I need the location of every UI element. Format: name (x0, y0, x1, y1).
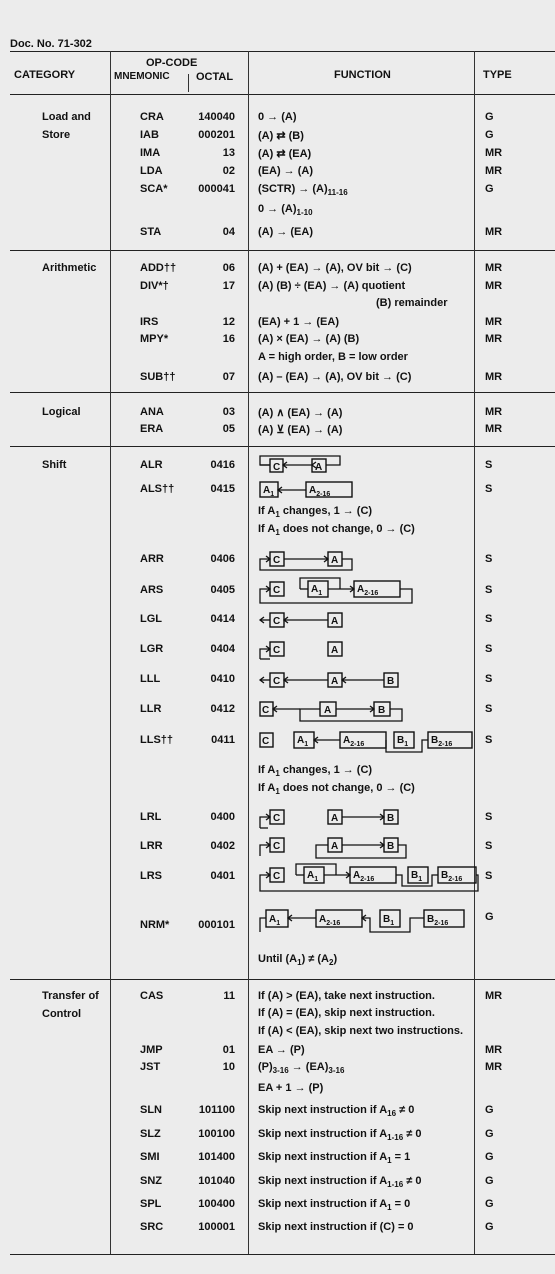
register-a2-16-label: $A_{2-16}$ (309, 485, 331, 498)
register-a2-16-label: $A_{2-16}$ (353, 870, 375, 883)
function-lda: (EA) → (A) (258, 165, 313, 177)
type-irs: MR (485, 316, 503, 328)
type-lgr: S (485, 643, 493, 655)
octal-alr: 0416 (210, 459, 235, 471)
diagram-als (256, 480, 376, 502)
register-c-label: C (273, 645, 281, 656)
mnemonic-jmp: JMP (140, 1044, 163, 1056)
header-type: TYPE (483, 69, 512, 81)
register-c-label: C (262, 736, 270, 747)
register-c-label: C (273, 676, 281, 687)
octal-llr: 0412 (210, 703, 235, 715)
mnemonic-arr: ARR (140, 553, 164, 565)
octal-lgl: 0414 (210, 613, 235, 625)
mnemonic-cra: CRA (140, 111, 164, 123)
column-divider-2 (248, 51, 249, 1254)
type-lll: S (485, 673, 493, 685)
register-a-label: A (315, 462, 323, 473)
octal-lls: 0411 (211, 734, 235, 746)
function-cas-line3: If (A) < (EA), skip next two instructions. (258, 1025, 464, 1037)
register-b-label: B (378, 705, 386, 716)
register-a1-label: $A_1$ (311, 584, 323, 597)
octal-arr: 0406 (210, 553, 235, 565)
column-divider-1 (110, 51, 111, 1254)
type-spl: G (485, 1198, 494, 1210)
mnemonic-src: SRC (140, 1221, 164, 1233)
type-ima: MR (485, 147, 503, 159)
mnemonic-llr: LLR (140, 703, 162, 715)
octal-cra: 140040 (198, 111, 235, 123)
function-src: Skip next instruction if (C) = 0 (258, 1221, 414, 1233)
type-sln: G (485, 1104, 494, 1116)
category-load-store-line1: Load and (42, 111, 91, 123)
octal-ana: 03 (222, 406, 235, 418)
function-sub: (A) – (EA) → (A), OV bit → (C) (258, 371, 412, 383)
register-a1-label: $A_1$ (297, 735, 309, 748)
function-mpy-line2: A = high order, B = low order (258, 351, 408, 363)
register-b1-label: $B_1$ (411, 870, 423, 883)
diagram-lrl (256, 806, 416, 832)
register-b-label: B (387, 676, 395, 687)
mnemonic-lrs: LRS (140, 870, 162, 882)
mnemonic-alr: ALR (140, 459, 163, 471)
type-llr: S (485, 703, 493, 715)
category-transfer-line1: Transfer of (42, 990, 99, 1002)
register-b2-16-label: $B_{2-16}$ (441, 870, 463, 883)
octal-add: 06 (222, 262, 235, 274)
type-sca: G (485, 183, 494, 195)
register-b2-16-label: $B_{2-16}$ (427, 914, 449, 927)
octal-lda: 02 (222, 165, 235, 177)
type-mpy: MR (485, 333, 503, 345)
function-slz: Skip next instruction if $A_{1-16} \ne 0$ (258, 1128, 422, 1143)
register-a-label: A (331, 813, 339, 824)
function-cas: If (A) > (EA), take next instruction. (258, 990, 435, 1002)
register-c-label: C (273, 616, 281, 627)
table-bottom-rule (10, 1254, 555, 1255)
type-als: S (485, 483, 493, 495)
diagram-lll (256, 670, 416, 690)
mnemonic-div: DIV*† (140, 280, 169, 292)
header-mnemonic: MNEMONIC (114, 71, 170, 82)
mnemonic-slz: SLZ (140, 1128, 161, 1140)
mnemonic-sta: STA (140, 226, 162, 238)
type-ars: S (485, 584, 493, 596)
lls-note-1: If $A_1$ changes, 1 → (C) (258, 764, 373, 779)
register-a-label: A (324, 705, 332, 716)
mnemonic-sln: SLN (140, 1104, 162, 1116)
type-jmp: MR (485, 1044, 503, 1056)
mnemonic-sub: SUB†† (140, 371, 176, 383)
header-category: CATEGORY (14, 69, 76, 81)
type-iab: G (485, 129, 494, 141)
type-lrs: S (485, 870, 493, 882)
register-c-label: C (273, 555, 281, 566)
mnemonic-smi: SMI (140, 1151, 160, 1163)
type-lgl: S (485, 613, 493, 625)
register-a2-16-label: $A_{2-16}$ (343, 735, 365, 748)
octal-sta: 04 (222, 226, 235, 238)
octal-cas: 11 (223, 990, 235, 1002)
header-function: FUNCTION (334, 69, 391, 81)
octal-lrl: 0400 (210, 811, 235, 823)
mnemonic-ana: ANA (140, 406, 164, 418)
mnemonic-irs: IRS (140, 316, 159, 328)
diagram-arr (256, 548, 376, 572)
mnemonic-ima: IMA (140, 147, 161, 159)
als-note-2: If $A_1$ does not change, 0 → (C) (258, 523, 415, 538)
mnemonic-era: ERA (140, 423, 164, 435)
octal-era: 05 (222, 423, 235, 435)
function-iab: (A) ⇄ (B) (258, 130, 304, 142)
octal-irs: 12 (222, 316, 235, 328)
diagram-lgl (256, 610, 366, 630)
type-cas: MR (485, 990, 503, 1002)
opcode-subdivider (188, 74, 189, 92)
function-cas-line2: If (A) = (EA), skip next instruction. (258, 1007, 435, 1019)
type-smi: G (485, 1151, 494, 1163)
octal-als: 0415 (210, 483, 235, 495)
octal-lll: 0410 (210, 673, 235, 685)
mnemonic-lgr: LGR (140, 643, 164, 655)
type-nrm: G (485, 911, 494, 923)
register-b-label: B (387, 813, 395, 824)
function-sca-line2: $0 \to (A)_{1-10}$ (258, 203, 313, 218)
diagram-lls (256, 730, 476, 756)
function-snz: Skip next instruction if $A_{1-16} \ne 0$ (258, 1175, 422, 1190)
register-a-label: A (331, 676, 339, 687)
register-a1-label: $A_1$ (307, 870, 319, 883)
type-slz: G (485, 1128, 494, 1140)
register-c-label: C (273, 462, 281, 473)
octal-jmp: 01 (222, 1044, 235, 1056)
category-transfer-line2: Control (42, 1008, 82, 1020)
category-load-store-line2: Store (42, 129, 71, 141)
function-add: (A) + (EA) → (A), OV bit → (C) (258, 262, 412, 274)
type-lls: S (485, 734, 493, 746)
octal-slz: 100100 (198, 1128, 235, 1140)
register-a1-label: $A_1$ (269, 914, 281, 927)
diagram-lgr (256, 637, 366, 663)
mnemonic-mpy: MPY* (140, 333, 169, 345)
mnemonic-lgl: LGL (140, 613, 162, 625)
function-cra: 0 → (A) (258, 111, 297, 123)
register-c-label: C (273, 871, 281, 882)
diagram-ars (256, 578, 426, 606)
type-alr: S (485, 459, 493, 471)
register-a-label: A (331, 841, 339, 852)
mnemonic-sca: SCA* (140, 183, 168, 195)
nrm-note: Until $(A_1) \ne (A_2)$ (258, 953, 338, 968)
function-div: (A) (B) ÷ (EA) → (A) quotient (258, 280, 406, 292)
function-mpy: (A) × (EA) → (A) (B) (258, 333, 360, 345)
mnemonic-lrl: LRL (140, 811, 162, 823)
register-a-label: A (331, 645, 339, 656)
register-b1-label: $B_1$ (383, 914, 395, 927)
diagram-alr (256, 457, 366, 477)
octal-spl: 100400 (198, 1198, 235, 1210)
diagram-lrs (256, 864, 481, 894)
octal-mpy: 16 (222, 333, 235, 345)
octal-sln: 101100 (198, 1104, 235, 1116)
register-a2-16-label: $A_{2-16}$ (319, 914, 341, 927)
type-lrr: S (485, 840, 493, 852)
type-snz: G (485, 1175, 494, 1187)
octal-ars: 0405 (210, 584, 235, 596)
register-a2-16-label: $A_{2-16}$ (357, 584, 379, 597)
mnemonic-add: ADD†† (140, 262, 177, 274)
function-irs: (EA) + 1 → (EA) (258, 316, 339, 328)
function-ima: (A) ⇄ (EA) (258, 148, 312, 160)
column-divider-3 (474, 51, 475, 1254)
function-ana: (A) ∧ (EA) → (A) (258, 407, 343, 419)
octal-sub: 07 (222, 371, 235, 383)
function-spl: Skip next instruction if $A_1 = 0$ (258, 1198, 411, 1213)
octal-sca: 000041 (198, 183, 235, 195)
mnemonic-lda: LDA (140, 165, 163, 177)
category-arithmetic: Arithmetic (42, 262, 97, 274)
mnemonic-lll: LLL (140, 673, 161, 685)
header-opcode: OP-CODE (146, 57, 198, 69)
type-sta: MR (485, 226, 503, 238)
mnemonic-nrm: NRM* (140, 919, 170, 931)
header-octal: OCTAL (196, 71, 234, 83)
register-a-label: A (331, 616, 339, 627)
diagram-llr (256, 699, 426, 725)
register-b2-16-label: $B_{2-16}$ (431, 735, 453, 748)
octal-div: 17 (222, 280, 235, 292)
octal-iab: 000201 (198, 129, 235, 141)
octal-lrr: 0402 (210, 840, 235, 852)
function-sca: (SCTR) → $(A)_{11-16}$ (258, 183, 348, 198)
als-note-1: If $A_1$ changes, 1 → (C) (258, 505, 373, 520)
octal-src: 100001 (198, 1221, 235, 1233)
function-jmp: EA → (P) (258, 1044, 305, 1056)
type-ana: MR (485, 406, 503, 418)
lls-note-2: If $A_1$ does not change, 0 → (C) (258, 782, 415, 797)
function-sln: Skip next instruction if $A_{16} \ne 0$ (258, 1104, 415, 1119)
mnemonic-lrr: LRR (140, 840, 163, 852)
type-lrl: S (485, 811, 493, 823)
mnemonic-iab: IAB (140, 129, 159, 141)
type-era: MR (485, 423, 503, 435)
register-a-label: A (331, 555, 339, 566)
category-shift: Shift (42, 459, 67, 471)
type-jst: MR (485, 1061, 503, 1073)
register-c-label: C (273, 585, 281, 596)
register-c-label: C (262, 705, 270, 716)
category-logical: Logical (42, 406, 81, 418)
octal-lrs: 0401 (210, 870, 235, 882)
function-div-line2: (B) remainder (376, 297, 448, 309)
register-c-label: C (273, 813, 281, 824)
mnemonic-spl: SPL (140, 1198, 162, 1210)
octal-nrm: 000101 (198, 919, 235, 931)
octal-smi: 101400 (198, 1151, 235, 1163)
type-sub: MR (485, 371, 503, 383)
diagram-nrm (256, 906, 476, 936)
register-b-label: B (387, 841, 395, 852)
octal-snz: 101040 (198, 1175, 235, 1187)
mnemonic-lls: LLS†† (140, 734, 174, 746)
type-arr: S (485, 553, 493, 565)
doc-number: Doc. No. 71-302 (10, 38, 92, 50)
type-add: MR (485, 262, 503, 274)
function-jst-line2: EA + 1 → (P) (258, 1082, 324, 1094)
mnemonic-cas: CAS (140, 990, 164, 1002)
mnemonic-als: ALS†† (140, 483, 175, 495)
function-smi: Skip next instruction if $A_1 = 1$ (258, 1151, 411, 1166)
register-c-label: C (273, 841, 281, 852)
diagram-lrr (256, 834, 416, 862)
register-a1-label: $A_1$ (263, 485, 275, 498)
octal-ima: 13 (222, 147, 235, 159)
mnemonic-jst: JST (140, 1061, 161, 1073)
function-era: (A) ⊻ (EA) → (A) (258, 424, 343, 436)
type-lda: MR (485, 165, 503, 177)
mnemonic-snz: SNZ (140, 1175, 162, 1187)
type-div: MR (485, 280, 503, 292)
function-jst: $(P)_{3-16} \to (EA)_{3-16}$ (258, 1061, 345, 1076)
function-sta: (A) → (EA) (258, 226, 313, 238)
octal-jst: 10 (222, 1061, 235, 1073)
type-cra: G (485, 111, 494, 123)
type-src: G (485, 1221, 494, 1233)
octal-lgr: 0404 (210, 643, 235, 655)
register-b1-label: $B_1$ (397, 735, 409, 748)
mnemonic-ars: ARS (140, 584, 164, 596)
